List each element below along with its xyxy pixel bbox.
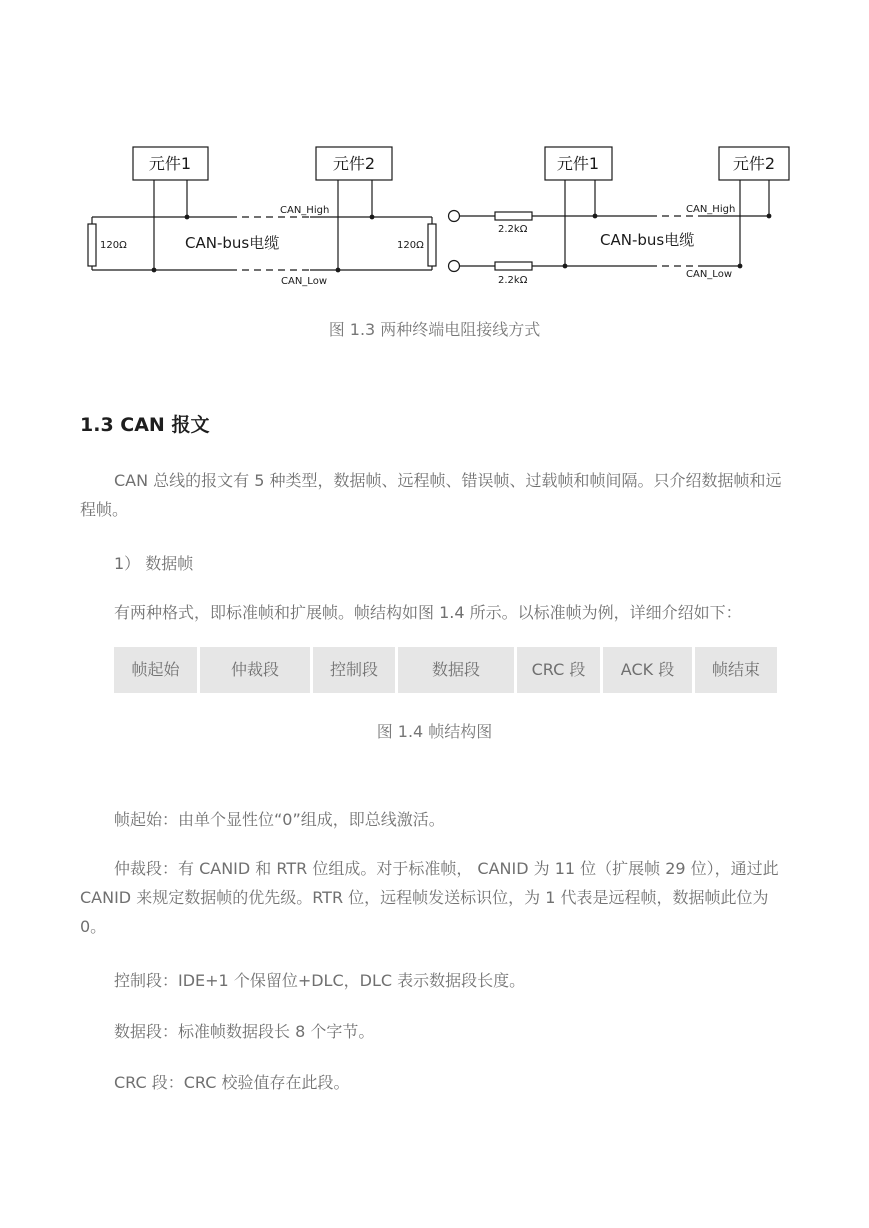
left-resistor-label-right: 120Ω [397, 240, 424, 251]
left-cable-label: CAN-bus电缆 [185, 234, 280, 252]
right-component1-label: 元件1 [556, 154, 600, 173]
right-can-high-label: CAN_High [686, 204, 736, 215]
right-terminal-high [449, 211, 460, 222]
left-component2-label: 元件2 [332, 154, 376, 173]
arbitration-paragraph: 仲裁段：有 CANID 和 RTR 位组成。对于标准帧， CANID 为 11 位（扩展帧 29 位），通过此 CANID 来规定数据帧的优先级。RTR 位，远程帧发送标识位，为 1 代表是远程帧，数据帧此位为 0。 [80, 859, 779, 936]
list-item-data-frame: 1） 数据帧 [114, 554, 194, 573]
right-component2-label: 元件2 [732, 154, 776, 173]
right-terminal-low [449, 261, 460, 272]
left-component1-label: 元件1 [148, 154, 192, 173]
crc-paragraph: CRC 段：CRC 校验值存在此段。 [114, 1073, 350, 1092]
formats-paragraph: 有两种格式，即标准帧和扩展帧。帧结构如图 1.4 所示。以标准帧为例，详细介绍如下： [114, 603, 742, 622]
figure-1-4-caption: 图 1.4 帧结构图 [376, 722, 493, 741]
frame-cell-arbitration: 仲裁段 [200, 647, 310, 693]
right-can-low-label: CAN_Low [686, 269, 732, 280]
frame-cell-eof: 帧结束 [695, 647, 777, 693]
right-resistor-label-top: 2.2kΩ [498, 224, 528, 235]
left-can-high-label: CAN_High [280, 205, 330, 216]
right-resistor-label-bottom: 2.2kΩ [498, 275, 528, 286]
data-segment-paragraph: 数据段：标准帧数据段长 8 个字节。 [114, 1022, 375, 1041]
figure-1-3-caption: 图 1.3 两种终端电阻接线方式 [328, 320, 541, 339]
right-resistor-2k2-top [495, 212, 532, 220]
left-can-low-label: CAN_Low [281, 276, 327, 287]
section-heading: 1.3 CAN 报文 [80, 414, 210, 436]
left-resistor-label-left: 120Ω [100, 240, 127, 251]
frame-cell-ack: ACK 段 [603, 647, 692, 693]
right-resistor-2k2-bottom [495, 262, 532, 270]
left-resistor-120-right [428, 224, 436, 266]
frame-cell-data: 数据段 [398, 647, 514, 693]
sof-paragraph: 帧起始：由单个显性位“0”组成，即总线激活。 [114, 810, 445, 829]
intro-paragraph: CAN 总线的报文有 5 种类型，数据帧、远程帧、错误帧、过载帧和帧间隔。只介绍数据帧和远程帧。 [80, 471, 782, 519]
termination-diagram [0, 0, 869, 300]
left-resistor-120-left [88, 224, 96, 266]
frame-cell-crc: CRC 段 [517, 647, 600, 693]
frame-cell-sof: 帧起始 [114, 647, 197, 693]
control-paragraph: 控制段：IDE+1 个保留位+DLC，DLC 表示数据段长度。 [114, 971, 526, 990]
frame-cell-control: 控制段 [313, 647, 395, 693]
right-cable-label: CAN-bus电缆 [600, 231, 695, 249]
